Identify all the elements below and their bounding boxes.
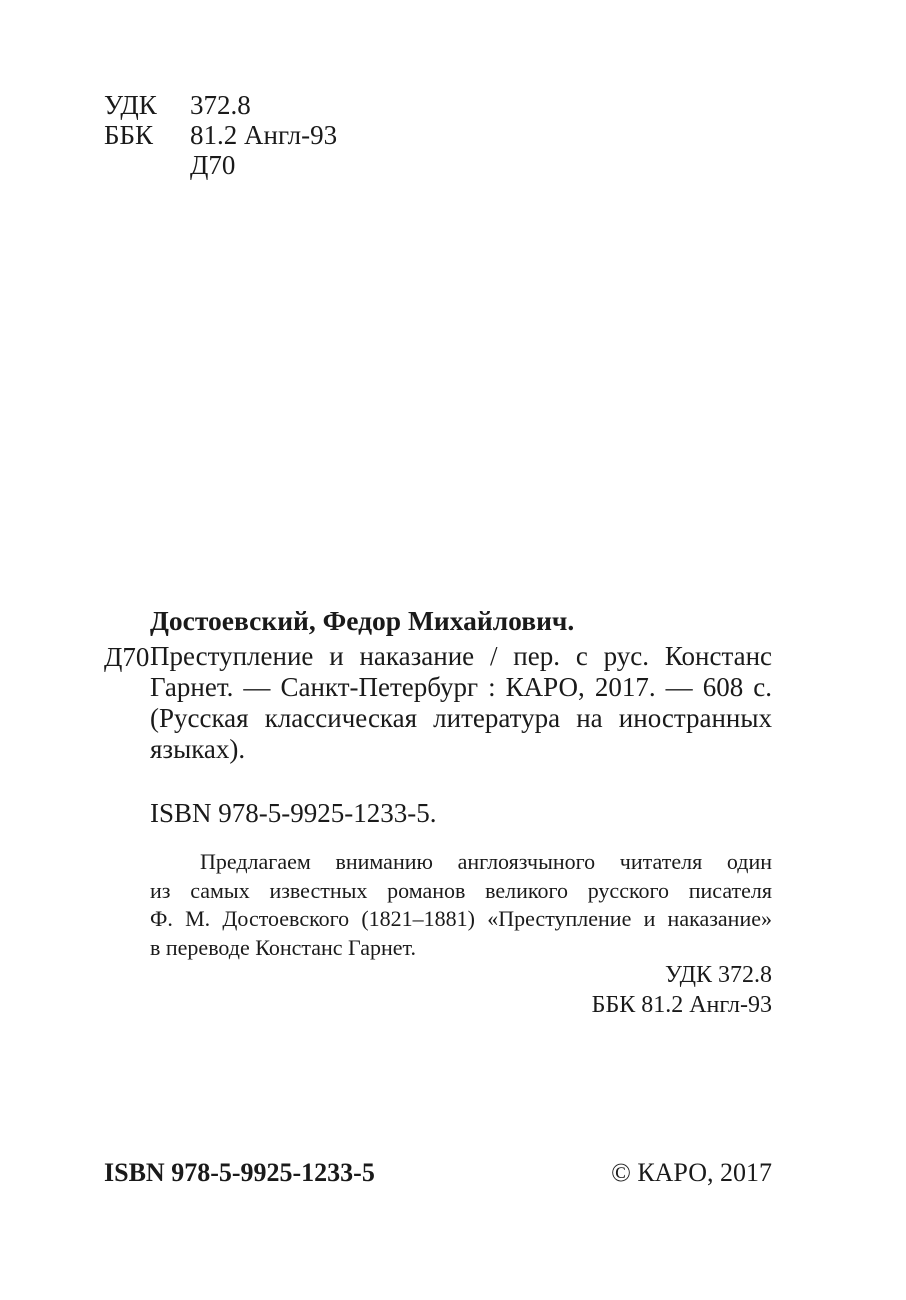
bbk-label: ББК [104, 120, 154, 150]
isbn-entry: ISBN 978-5-9925-1233-5. [150, 798, 437, 828]
annotation-line: из самых известных романов великого русского писателя [150, 877, 772, 903]
annotation [150, 848, 772, 962]
bbk-value: 81.2 Англ-93 [190, 120, 338, 150]
description-line: Гарнет. — Санкт-Петербург : КАРО, 2017. — 608 с. [150, 672, 772, 702]
cutter-sign: Д70 [104, 642, 150, 672]
annotation-line: Ф. М. Достоевского (1821–1881) «Преступление и наказание» [150, 906, 772, 931]
footer-isbn: ISBN 978-5-9925-1233-5 [104, 1158, 375, 1187]
bbk-code: ББК 81.2 Англ-93 [591, 992, 772, 1018]
annotation-line: Предлагаем вниманию англоязчыного читателя один [200, 849, 772, 874]
udk-label: УДК [104, 90, 157, 120]
author-sign: Д70 [190, 150, 236, 180]
description-line: (Русская классическая литература на иностранных [150, 703, 772, 733]
annotation-line: в переводе Констанс Гарнет. [150, 934, 416, 960]
copyright: © КАРО, 2017 [611, 1158, 772, 1187]
author-heading: Достоевский, Федор Михайлович. [150, 605, 575, 636]
udk-value: 372.8 [190, 90, 251, 120]
classification-codes [592, 960, 772, 1020]
description-line: языках). [150, 734, 246, 764]
udk-code: УДК 372.8 [665, 962, 772, 988]
description [150, 641, 772, 765]
description-line: Преступление и наказание / пер. с рус. Констанс [150, 641, 772, 671]
